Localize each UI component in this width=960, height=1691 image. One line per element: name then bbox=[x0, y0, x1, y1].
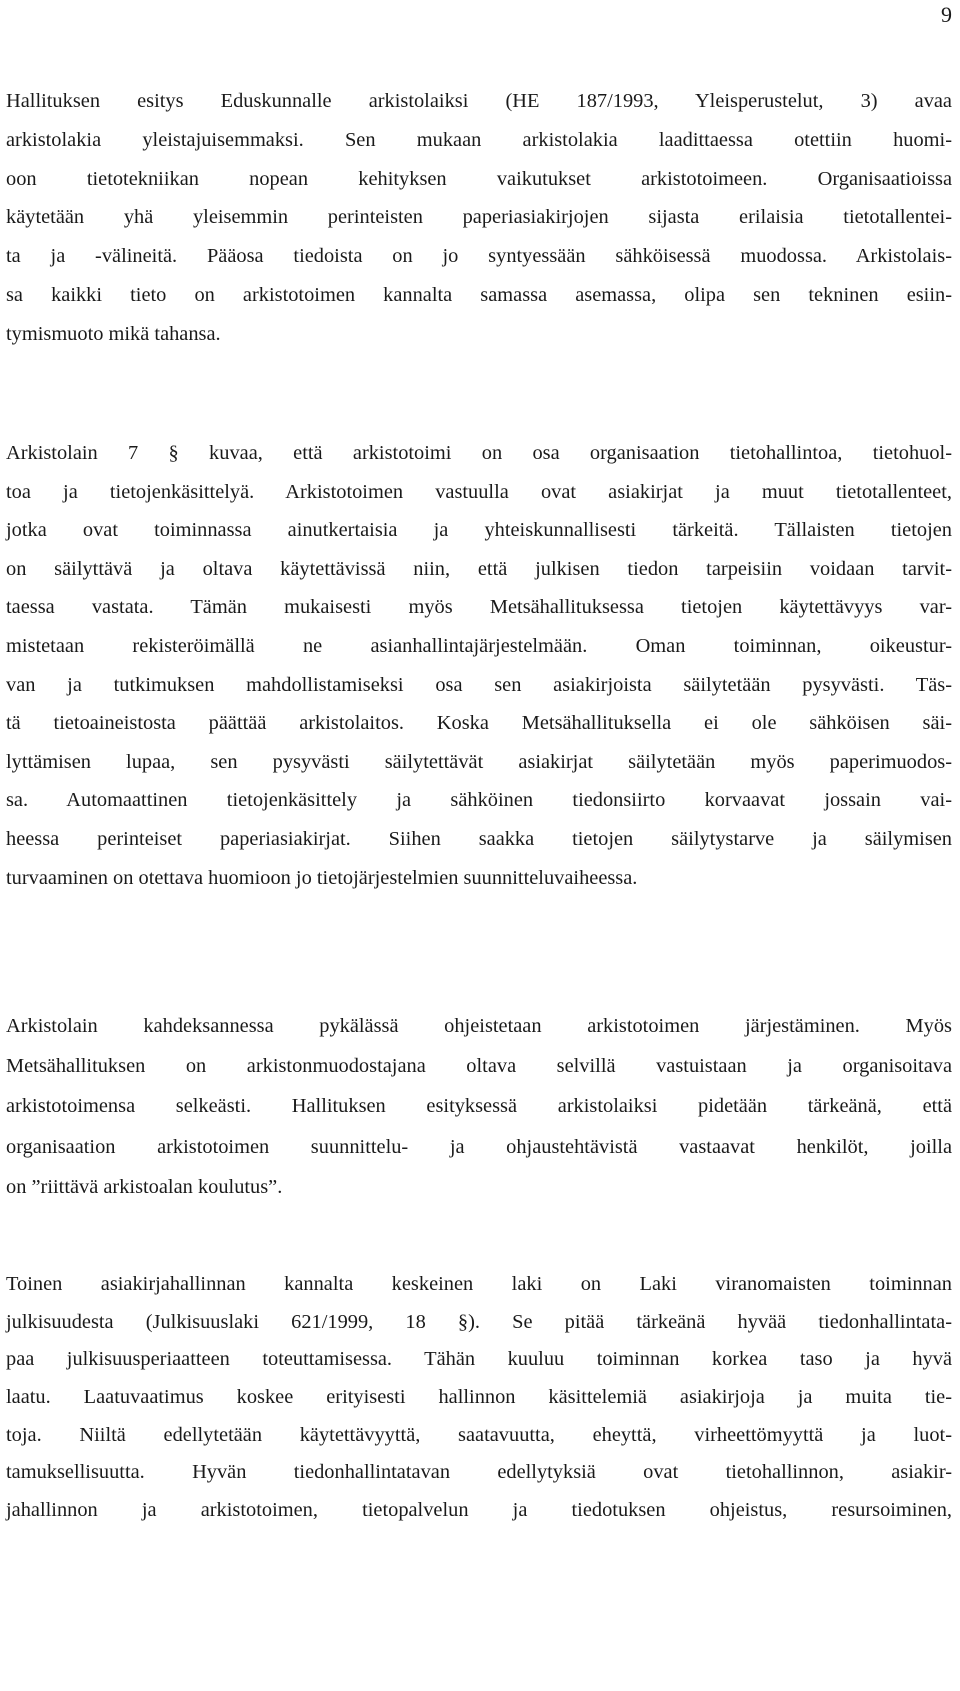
paragraph-4 bbox=[0, 1266, 960, 1530]
text-line: tä tietoaineistosta päättää arkistolaitos. Koska Metsähallituksella ei ole sähköisen säi- bbox=[6, 712, 952, 735]
text-line: tamuksellisuutta. Hyvän tiedonhallintatavan edellytyksiä ovat tietohallinnon, asiakir- bbox=[6, 1461, 952, 1484]
text-line: Metsähallituksen on arkistonmuodostajana oltava selvillä vastuistaan ja organisoitava bbox=[6, 1055, 952, 1078]
text-line: käytetään yhä yleisemmin perinteisten paperiasiakirjojen sijasta erilaisia tietotallentei- bbox=[6, 206, 952, 229]
text-line: toa ja tietojenkäsittelyä. Arkistotoimen vastuulla ovat asiakirjat ja muut tietotallenteet, bbox=[6, 480, 952, 503]
paragraph-3 bbox=[0, 1006, 960, 1207]
paragraph-2 bbox=[0, 434, 960, 897]
text-line: arkistolakia yleistajuisemmaksi. Sen mukaan arkistolakia laadittaessa otettiin huomi- bbox=[6, 128, 952, 151]
text-line: ta ja -välineitä. Pääosa tiedoista on jo syntyessään sähköisessä muodossa. Arkistolais- bbox=[6, 245, 952, 268]
text-line: heessa perinteiset paperiasiakirjat. Siihen saakka tietojen säilytystarve ja säilymisen bbox=[6, 827, 952, 850]
text-line: taessa vastata. Tämän mukaisesti myös Metsähallituksessa tietojen käytettävyys var- bbox=[6, 596, 952, 619]
text-line: sa kaikki tieto on arkistotoimen kannalta samassa asemassa, olipa sen tekninen esiin- bbox=[6, 283, 952, 306]
text-line: mistetaan rekisteröimällä ne asianhallintajärjestelmään. Oman toiminnan, oikeustur- bbox=[6, 634, 952, 657]
paragraph-1 bbox=[0, 82, 960, 354]
text-line: Arkistolain 7 § kuvaa, että arkistotoimi on osa organisaation tietohallintoa, tietohuol- bbox=[6, 442, 952, 464]
text-line: julkisuudesta (Julkisuuslaki 621/1999, 18 §). Se pitää tärkeänä hyvää tiedonhallintata- bbox=[6, 1310, 952, 1333]
text-line: Toinen asiakirjahallinnan kannalta keskeinen laki on Laki viranomaisten toiminnan bbox=[6, 1273, 952, 1295]
text-line: turvaaminen on otettava huomioon jo tietojärjestelmien suunnitteluvaiheessa. bbox=[6, 866, 638, 889]
text-line: tymismuoto mikä tahansa. bbox=[6, 322, 221, 345]
text-line: laatu. Laatuvaatimus koskee erityisesti hallinnon käsittelemiä asiakirjoja ja muita tie- bbox=[6, 1386, 952, 1409]
text-line: Hallituksen esitys Eduskunnalle arkistolaiksi (HE 187/1993, Yleisperustelut, 3) avaa bbox=[6, 90, 952, 112]
page-number: 9 bbox=[941, 2, 952, 27]
text-line: lyttämisen lupaa, sen pysyvästi säilytettävät asiakirjat säilytetään myös paperimuodos- bbox=[6, 750, 952, 773]
text-line: jahallinnon ja arkistotoimen, tietopalvelun ja tiedotuksen ohjeistus, resursoiminen, bbox=[6, 1499, 952, 1522]
text-line: sa. Automaattinen tietojenkäsittely ja sähköinen tiedonsiirto korvaavat jossain vai- bbox=[6, 789, 952, 812]
text-line: on säilyttävä ja oltava käytettävissä niin, että julkisen tiedon tarpeisiin voidaan tarvit- bbox=[6, 557, 952, 580]
text-line: organisaation arkistotoimen suunnittelu- ja ohjaustehtävistä vastaavat henkilöt, joilla bbox=[6, 1135, 952, 1158]
text-line: toja. Niiltä edellytetään käytettävyyttä, saatavuutta, eheyttä, virheettömyyttä ja luot- bbox=[6, 1423, 952, 1446]
text-line: jotka ovat toiminnassa ainutkertaisia ja yhteiskunnallisesti tärkeitä. Tällaisten tietojen bbox=[6, 519, 952, 542]
text-line: on ”riittävä arkistoalan koulutus”. bbox=[6, 1175, 283, 1198]
text-line: Arkistolain kahdeksannessa pykälässä ohjeistetaan arkistotoimen järjestäminen. Myös bbox=[6, 1015, 952, 1037]
text-line: paa julkisuusperiaatteen toteuttamisessa. Tähän kuuluu toiminnan korkea taso ja hyvä bbox=[6, 1348, 952, 1371]
text-line: oon tietotekniikan nopean kehityksen vaikutukset arkistotoimeen. Organisaatioissa bbox=[6, 167, 952, 190]
text-line: van ja tutkimuksen mahdollistamiseksi osa sen asiakirjoista säilytetään pysyvästi. Täs- bbox=[6, 673, 952, 696]
text-line: arkistotoimensa selkeästi. Hallituksen esityksessä arkistolaiksi pidetään tärkeänä, että bbox=[6, 1095, 952, 1118]
